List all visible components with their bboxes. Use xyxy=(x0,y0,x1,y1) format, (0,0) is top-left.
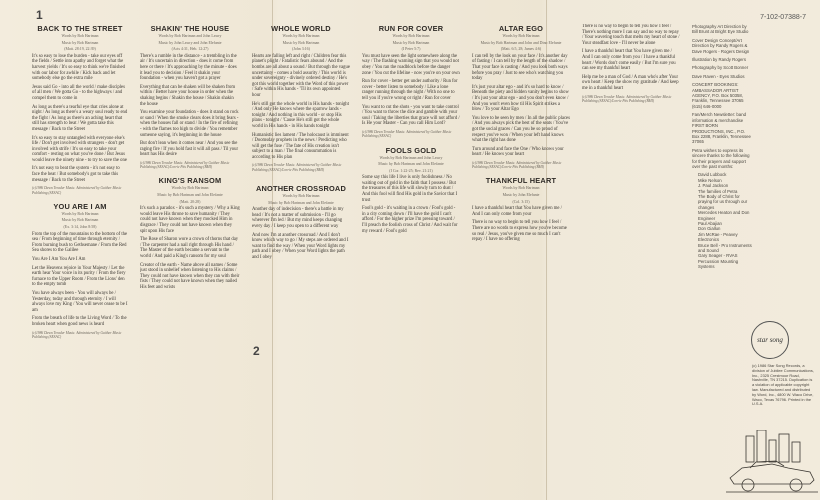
verse: You Are I Am You Are I Am xyxy=(32,257,86,262)
verse: I have a thankful heart that You have given me / And I can only come from you / I have a thankful heart / Words don't come easily / But I'm sure you can see my thankful heart xyxy=(582,49,676,72)
song-kings-ransom xyxy=(140,176,240,290)
verse: He's still got the whole world in His hands - tonight / And only He knows where the sparrow lands - tonight / And nothing in this world - or stop His plans - tonight / 'Cause He's still got the whole world in His hands - in His hands tonight xyxy=(252,101,349,129)
verse: I can tell by the look on your face / It's another day of fasting / I can tell by the length of the shadow / That your face is casting / And you look both ways before you pray / Just to see who's watching you today xyxy=(472,53,568,82)
verse: There's a rumble in the distance - a trembling in the air / It's uncertain in direction - does it come from here or there / It's approaching by the minute - does it lead you to decision / Feel it shakin your foundation - when you haven't got a prayer xyxy=(140,53,237,82)
thanks-name: Mercedes Heaton and Don Engineer xyxy=(698,210,750,221)
catalog-number: 7-102-07388-7 xyxy=(760,14,806,21)
verse: Jesus said Go - into all the world / make disciples of all men / We gotta Go - to the highways / and compel them to come in xyxy=(32,84,125,101)
verse: I have a thankful heart that You have given me / And I can only come from your xyxy=(472,206,562,217)
song-title: BACK TO THE STREET xyxy=(37,24,123,33)
car-body-icon xyxy=(730,464,814,484)
column-4 xyxy=(362,24,460,498)
logo-text: star song xyxy=(757,336,783,344)
song-thankful-heart xyxy=(472,176,570,242)
building-icon xyxy=(757,430,766,462)
song-credit: Words by Bob Hartman and John Lawry xyxy=(158,34,222,38)
verse: Turn around and face the One / Who knows your heart / He knows your heart xyxy=(472,146,564,158)
column-1 xyxy=(32,24,128,498)
thanks-name: Don Giallun xyxy=(698,226,721,232)
song-credit: Music by John Lawry and John Elefante xyxy=(158,40,222,45)
wheel-icon xyxy=(790,479,802,491)
album-credits xyxy=(692,24,752,498)
song-credit: (John 3:16) xyxy=(292,47,310,52)
song-credit: Words by Bob Hartman xyxy=(392,34,430,38)
copyright-notice: (c) 1986 Star Song Records, a division of Jubilee Communications, Inc., 2325 Crestmoor Road, Nashville, TN 37215. Duplication is a violation of applicable copyright law. Manufactured and distributed by Word, Inc., 4800 W. Waco Drive, Waco, Texas 76796. Printed in the U.S.A. xyxy=(752,363,814,407)
song-title: ANOTHER CROSSROAD xyxy=(255,184,347,194)
panel-number-2: 2 xyxy=(253,344,260,358)
song-credit: Words by Bob Hartman xyxy=(502,186,540,191)
panel-number-1: 1 xyxy=(36,8,43,22)
song-credit: Words by Bob Hartman xyxy=(502,34,540,38)
song-credit: Words by Bob Hartman xyxy=(282,34,320,38)
song-credit: (Ex. 3:14, John 8:58) xyxy=(63,225,97,230)
song-credit: Music by Bob Hartman and John and Dino Elefante xyxy=(480,40,562,45)
song-credit: Music by Bob Hartman xyxy=(61,40,99,45)
song-another-crossroad xyxy=(252,184,350,261)
verse: Humanistic lies lament / The holocaust is imminent / Doomsday prophets in the news / Predicting who will get the fuse / The fate of His creation isn't subject to a man / The final consummation is according to His plan xyxy=(252,132,349,160)
building-icon xyxy=(769,440,776,462)
song-credit: Music by Bob Hartman and John Elefante xyxy=(157,193,223,198)
verse: From the top of the mountains to the bottom of the sea / From beginning of time through eternity / From burning bush to Gethsemane / From the Red Sea shores to the Galilee xyxy=(32,231,128,254)
publisher-note: (c)1986 Dawn Treader Music. Administered by Gaither Music Publishing (SESAC)/Lorrie Pits Publishing (BMI) xyxy=(582,94,672,103)
song-you-are-i-am xyxy=(32,202,128,339)
verse: Some say this life I live is only foolishness / No waiting out of gold in the faith that I possess / But the treasures of this life will slowly turn to dust / And this fool will find His gold in the Savior that I trust xyxy=(362,175,458,203)
wheel-icon xyxy=(742,479,754,491)
thanks-name: The Body of Christ for praying for us through our changes xyxy=(698,193,748,210)
building-icon xyxy=(746,436,754,462)
song-credit: (I Peter 5:7) xyxy=(401,47,421,52)
song-credit: Words by Bob Hartman xyxy=(282,194,320,199)
verse: The Rose of Sharon wore a crown of thorns that day / The carpenter had a nail right through His hand / The Master of the earth became a servant to the world / And paid a King's ransom for my soul xyxy=(140,237,239,259)
song-credit: (Matt. 20:28) xyxy=(179,199,201,204)
verse: You must have seen the light somewhere along the way / The flashing warning sign that you would not obey / You ran the roadblock before the danger zone / You cut the lifeline - now you're on your own xyxy=(362,53,460,76)
verse: But don't lean when it comes near / And you see the raging fire / If you hold fast it will all pass / Til your heart has His desire xyxy=(140,141,239,158)
column-2 xyxy=(140,24,240,498)
song-credit: (Matt. 28:19, 22:39) xyxy=(64,47,96,52)
song-back-to-the-street xyxy=(32,24,128,195)
column-6 xyxy=(582,24,680,498)
verse: Hearts are falling left and right / Children fear this planet's plight / Fatalistic fears abound / And the bombs are all about a sound / But through the vague uncertainty - comes a bold assurity / This world is under sovereignty - divinely ordered destiny / He's got this world together with the Word of this power / Safe within His hands - 'Til its own appointed hour xyxy=(252,53,350,98)
thanks-name: The families of Petra xyxy=(698,188,738,194)
column-3 xyxy=(252,24,350,498)
song-credit: (I Cor. 1:22-25; Rev. 21:21) xyxy=(389,168,433,173)
thanks-list xyxy=(692,172,752,269)
thanks-name: Bruce Bell - Pro Instruments and Sound xyxy=(698,242,752,254)
thanks-name: Mike Nelson xyxy=(698,177,722,183)
song-credit: (Col. 3:15) xyxy=(512,199,530,204)
song-thankful-heart-continued xyxy=(582,24,680,103)
song-credit: Music by Bob Hartman xyxy=(282,40,320,45)
song-credit: Music by Bob Hartman xyxy=(392,40,430,45)
credit-line: Dave Raven - Eyes Studios xyxy=(692,73,745,79)
credit-line: CONCERT BOOKINGS: AMBASSADOR ARTIST AGENCY, P.O. Box 50358, Franklin, Tennessee 37065 (615) 646-0000 xyxy=(692,82,744,109)
credit-line: Photography Art Direction by Bill Brunt at Bright Eye Studio xyxy=(692,24,749,35)
song-credit: Music by Bob Hartman and John Elefante xyxy=(378,162,444,167)
credit-line: Petra wishes to express its sincere thanks to the following for their prayers and support over the past months: xyxy=(692,147,750,169)
credit-line: Fan/Merch Newsletter: band information & merchandise FIRST BORN PRODUCTIONS, INC., P.O. Box 2288, Franklin, Tennessee 37065 xyxy=(692,112,751,145)
song-credit: Words by Bob Hartman xyxy=(61,211,99,216)
thanks-name: Jim McRae - Peavey Electronics xyxy=(698,231,738,243)
verse: You want to cut the shots - you want to take control / You want to throw the dice and gamble with your soul / Taking the liberties that grace will not afford / Is He your Master - Can you call Him Lord? xyxy=(362,104,460,127)
song-title: ALTAR EGO xyxy=(498,24,544,33)
publisher-note: (c)1986 Dawn Treader Music. Administered by Gaither Music Publishing (SESAC) xyxy=(32,186,122,195)
publisher-note: (c)1986 Dawn Treader Music. Administered by Gaither Music Publishing (SESAC)/Lorrie Pits Publishing (BMI) xyxy=(472,160,562,170)
thanks-name: Gary Seager - RVAS Percussion Mounting Systems xyxy=(698,253,739,270)
verse: Everything that can be shaken will be shaken from within / Better have your house in order when the shaking begins / Shakin the house / Shakin shakin the house xyxy=(140,84,236,107)
publisher-note: (c)1986 Dawn Treader Music. Administered by Gaither Music Publishing (SESAC)/Lorrie Pits Publishing (BMI) xyxy=(252,163,342,172)
verse: It's not easy to beat the system - it's not easy to face the heat / But somebody's got to take this message / Back to the Street xyxy=(32,166,120,183)
building-icon xyxy=(792,442,800,462)
column-5 xyxy=(472,24,570,498)
song-credit: (Matt. 6:5, 28; James 4:6) xyxy=(500,47,542,52)
verse: And now I'm at another crossroad / And I don't know which way to go / My steps are ordered and I want to find the way / When your Word lights my path and I obey / When your Word lights the path and I obey xyxy=(252,232,349,260)
verse: You love to be seen by men / In all the public places / And you always pick the best of the seats / You've got the social graces / Can you be so proud of respect you've won / When your left hand knows what the right has done xyxy=(472,115,570,144)
song-whole-world xyxy=(252,24,350,172)
song-title: KING'S RANSOM xyxy=(158,176,222,186)
song-credit: Words by Bob Hartman xyxy=(171,186,209,191)
publisher-note: (c)1986 Dawn Treader Music. Administered by Gaither Music Publishing (SESAC)/Lorrie Pits Publishing (BMI) xyxy=(140,160,230,170)
thanks-name: Paul Abajian xyxy=(698,221,722,226)
star-song-logo xyxy=(751,321,789,359)
song-title: SHAKIN' THE HOUSE xyxy=(150,24,230,33)
verse: It's so easy to stay untangled with everyone else's life / Don't get involved with strangers - don't get involved with strife / It's so easy to take your comfort - resting on what you've done / But Jesus would leave the ninety nine - to try to save the one xyxy=(32,135,127,163)
verse: Another day of indecision - there's a battle in my head / It's not a matter of submission - I'll go wherever I'm led / But my mind keeps changing every day / I keep you open to a different way xyxy=(252,207,344,230)
verse: Creator of the earth - Name above all names / Some just stood in unbelief when listening to His claims / They could not have known when they ran with their fists / They could not have known when they nailed His feet and wrists xyxy=(140,262,240,290)
verse: You have always been - You will always be / Yesterday, today and through eternity / I will always love my King / You will never cease to be I am xyxy=(32,290,128,313)
verse: Run for cover - better get under authority / Run for cover - better listen to somebody / Like a lone ranger running through the night / With no one to tell you if you're wrong or right / Run for cover xyxy=(362,79,458,101)
verse: There is no way to begin to tell you how I feel / There's nothing more I can say and no way to repay / Your wavering touch that melts my heart of stone / Your steadfast love - I'll never be alone xyxy=(582,24,680,46)
verse: Help me be a man of God / A man who's after Your own heart / Keep the show my gratitude / And keep me in a thankful heart xyxy=(582,74,679,91)
verse: You examine your foundation - does it stand on rock or sand / When the smoke clears does it bring fears - when the houses fall or stand / In the fire of refining - with the flames too high to divide / You remember someone saying, it's beginning in the house xyxy=(140,110,239,138)
song-title: RUN FOR COVER xyxy=(378,24,444,33)
song-fools-gold xyxy=(362,146,460,235)
song-title: THANKFUL HEART xyxy=(485,176,557,186)
song-credit: Words by Bob Hartman xyxy=(61,34,99,38)
verse: From the breath of life to the Living Word / To the broken heart when good news is heard xyxy=(32,316,127,327)
song-run-for-cover xyxy=(362,24,460,139)
song-title: YOU ARE I AM xyxy=(53,201,107,211)
thanks-name: David Lubbock xyxy=(698,172,727,178)
song-shakin-the-house xyxy=(140,24,240,169)
song-title: FOOLS GOLD xyxy=(385,145,437,155)
song-credit: (Acts 4:31, Heb. 12:27) xyxy=(171,47,209,52)
song-altar-ego xyxy=(472,24,570,169)
verse: It's such a paradox - it's such a mystery / Why a King would leave His throne to save humanity / They could not have known when they mocked Him in disgrace / They could not have known when they spit upon His face xyxy=(140,206,240,234)
song-credit: Words by Bob Hartman and John Lawry xyxy=(379,155,443,160)
verse: As long as there's a tearful eye that cries alone at night / As long as there's a weary soul ready to end the fight / As long as there's an aching heart that still has strength to beat / We gotta take this message / Back to the Street xyxy=(32,104,128,132)
song-credit: Music by Bob Hartman and John Elefante xyxy=(268,200,334,205)
verse: It's just your altar ego - and it's so hard to know / Beneath the piety and hidden vanity begins to show / It's just your altar ego - and you don't even know / And you won't even bow til His Spirit strikes a blow / To your Altar Ego xyxy=(472,84,569,113)
song-credit: Music by Bob Hartman xyxy=(61,218,99,223)
song-title: WHOLE WORLD xyxy=(271,24,331,33)
credit-line: Illustration by Randy Rogers xyxy=(692,57,746,63)
verse: Let the Heavens rejoice in Your Majesty / Let the earth hear Your voice in its purity / From the fiery furnace to the Upper Room / From the Lions' den to the empty tomb xyxy=(32,265,126,288)
verse: There is no way to begin to tell you how I feel / There are no words to express how you've become so real / Jesus, you've given me so much I can't repay / I have no offering xyxy=(472,220,567,243)
thanks-name: J. Paul Jackson xyxy=(698,183,729,189)
credit-line: Photography by Scott Bonner xyxy=(692,65,749,71)
car-illustration xyxy=(726,430,818,496)
song-credit: Music by John Elefante xyxy=(502,193,540,198)
publisher-note: (c)1986 Dawn Treader Music. Administered by Gaither Music Publishing (SESAC) xyxy=(32,330,122,339)
credit-line: Cover Design Concept/Art Direction by Randy Rogers & Dave Rogers - Rogers Design xyxy=(692,37,750,54)
verse: Fool's gold - it's waiting in a crown / Fool's gold - in a city coming down / I'll have the gold I can't afford / For the higher prize I'm pressing toward / I'll preach the foolish cross of Christ / And wait for my reward / Fool's gold xyxy=(362,206,458,234)
verse: It's so easy to lose the burden - take our eyes off the fields / Settle into apathy and forget what the harvest yields / It's so easy to think we're finished with our labor for awhile / Kick back and let somebody else go the extra mile xyxy=(32,53,125,82)
building-icon xyxy=(779,434,789,462)
publisher-note: (c)1986 Dawn Treader Music. Administered by Gaither Music Publishing (SESAC) xyxy=(362,129,452,139)
